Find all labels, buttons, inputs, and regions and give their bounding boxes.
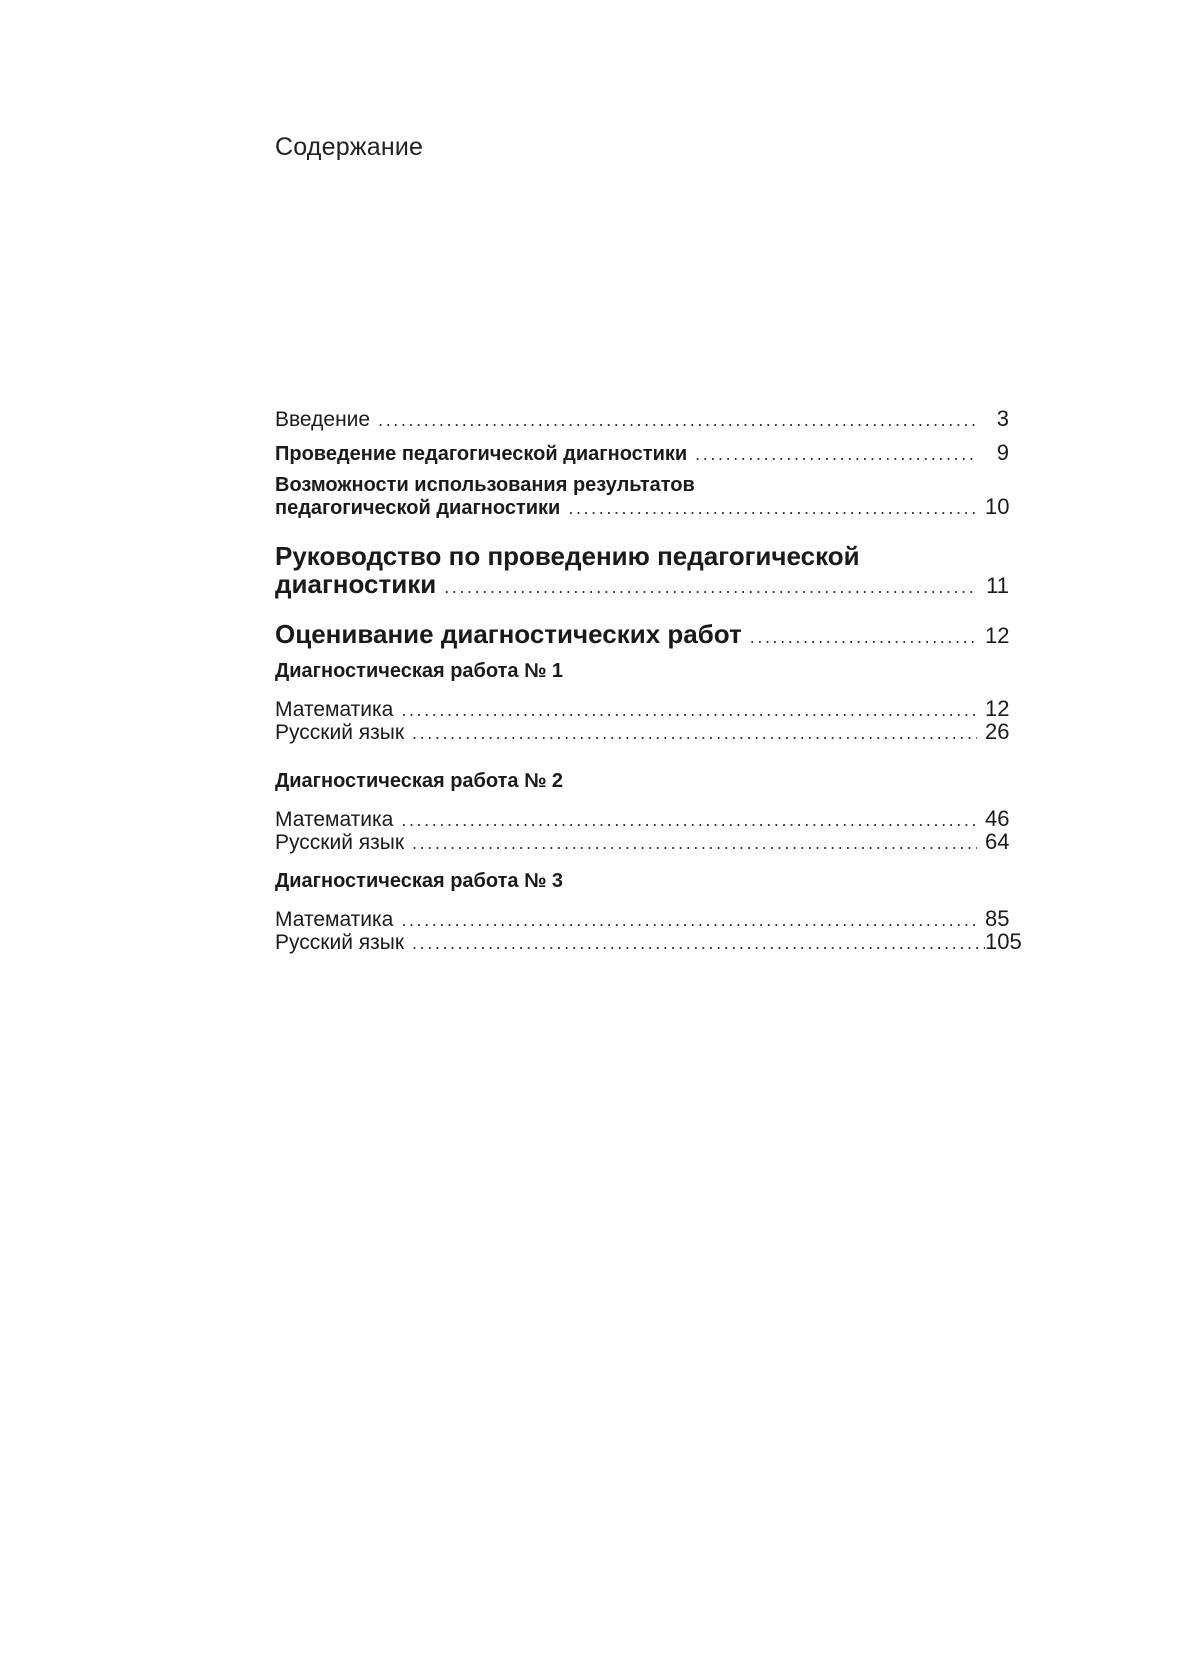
dot-leader bbox=[750, 623, 977, 651]
toc-entry-label: Математика bbox=[275, 808, 394, 831]
page-title: Содержание bbox=[275, 133, 424, 161]
toc-page-number: 12 bbox=[985, 696, 1010, 721]
toc-entry-possibilities[interactable] bbox=[275, 474, 1009, 520]
toc-page-number: 105 bbox=[985, 929, 1022, 954]
toc-entry-label-line2: диагностики bbox=[275, 569, 437, 599]
toc-entry-label: Проведение педагогической диагностики bbox=[275, 443, 688, 465]
table-of-contents bbox=[275, 406, 1022, 954]
toc-page-number: 26 bbox=[985, 719, 1010, 744]
toc-entry-russian[interactable] bbox=[275, 831, 1009, 854]
toc-entry-guide[interactable] bbox=[275, 542, 1009, 598]
toc-entry-math[interactable] bbox=[275, 808, 1009, 831]
toc-section-heading: Диагностическая работа № 2 bbox=[275, 770, 564, 792]
toc-entry-label-line1: Возможности использования результатов bbox=[275, 474, 695, 496]
dot-leader bbox=[568, 497, 977, 519]
toc-entry-label: Математика bbox=[275, 908, 394, 931]
toc-page-number: 46 bbox=[985, 806, 1010, 831]
dot-leader bbox=[412, 722, 977, 744]
dot-leader bbox=[695, 443, 977, 465]
dot-leader bbox=[444, 573, 977, 601]
toc-section-heading: Диагностическая работа № 3 bbox=[275, 870, 564, 892]
toc-entry-label: Русский язык bbox=[275, 831, 405, 854]
toc-entry-russian[interactable] bbox=[275, 721, 1009, 744]
toc-entry-assessment[interactable] bbox=[275, 620, 1009, 650]
toc-entry-label: Русский язык bbox=[275, 721, 405, 744]
toc-page-number: 85 bbox=[985, 906, 1010, 931]
toc-entry-label: Русский язык bbox=[275, 931, 405, 954]
dot-leader bbox=[412, 932, 985, 954]
toc-entry-conduct[interactable] bbox=[275, 442, 1009, 466]
toc-entry-russian[interactable] bbox=[275, 929, 1022, 954]
toc-section-heading: Диагностическая работа № 1 bbox=[275, 660, 564, 682]
toc-entry-math[interactable] bbox=[275, 908, 1009, 931]
toc-page-number: 3 bbox=[996, 406, 1009, 431]
toc-page-number: 12 bbox=[985, 623, 1010, 648]
toc-entry-label-line1: Руководство по проведению педагогической bbox=[275, 541, 860, 571]
dot-leader bbox=[412, 832, 977, 854]
toc-entry-intro[interactable] bbox=[275, 408, 1009, 432]
dot-leader bbox=[401, 699, 977, 721]
toc-page-number: 11 bbox=[986, 573, 1009, 598]
toc-page-number: 10 bbox=[985, 494, 1010, 519]
toc-page-number: 9 bbox=[996, 440, 1009, 465]
toc-entry-math[interactable] bbox=[275, 698, 1009, 721]
toc-entry-label: Оценивание диагностических работ bbox=[275, 619, 742, 649]
dot-leader bbox=[378, 409, 977, 431]
dot-leader bbox=[401, 909, 977, 931]
toc-entry-label: Математика bbox=[275, 698, 394, 721]
dot-leader bbox=[401, 809, 977, 831]
toc-entry-label-line2: педагогической диагностики bbox=[275, 497, 561, 519]
toc-page-number: 64 bbox=[985, 829, 1010, 854]
toc-entry-label: Введение bbox=[275, 408, 371, 431]
